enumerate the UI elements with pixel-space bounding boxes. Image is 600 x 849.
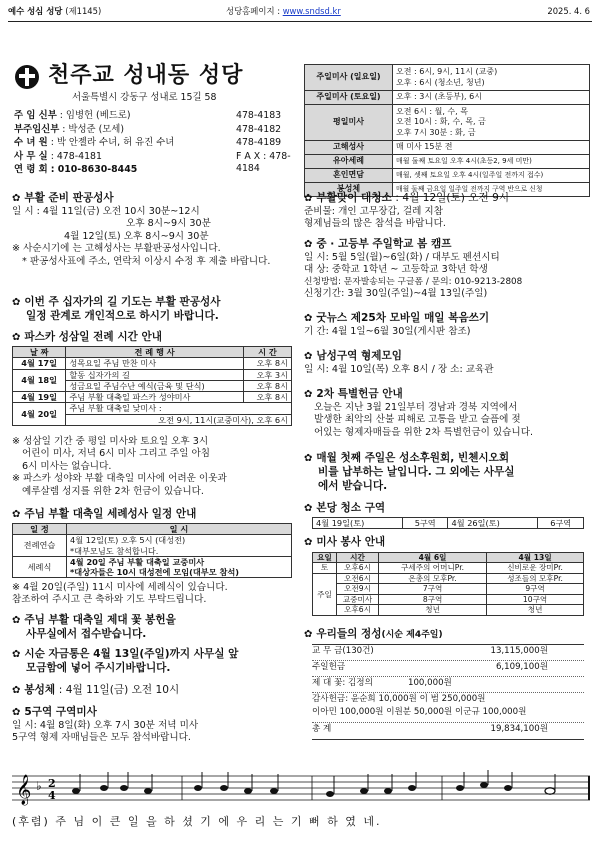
mass-service-table: 요일 시간 4월 6일 4월 13일 토 오후6시 구세주의 어머니Pr. 신비로운 장미Pr. 주일 오전6시 온총의 모후Pr. 성조들의 모후Pr. 오전9시 7구역 9구역 교중미사 8구역 10구역 오후6시 청년 청년	[312, 552, 584, 616]
section-lent-box: ✿ 시순 자금통은 4월 13일(주일)까지 사무실 앞 모금함에 넣어 주시기바랍니다.	[12, 648, 239, 674]
time-signature-top: 2	[48, 777, 56, 790]
flower-bullet-icon: ✿	[12, 685, 21, 696]
homepage-link[interactable]: www.sndsd.kr	[282, 6, 341, 16]
homepage-link-area: 성당홈페이지 : www.sndsd.kr	[226, 6, 341, 16]
bulletin-date: 2025. 4. 6	[547, 6, 590, 16]
section-district-mass: ✿ 5구역 구역미사 일 시: 4월 8일(화) 오후 7시 30분 저녁 미사 5구역 형제 자매님들은 모두 참석바랍니다.	[12, 706, 199, 744]
triduum-table: 날 짜 전 례 행 사 시 간 4월 17일 성목요일 주님 만찬 미사 오후 8시 4월 18일 할동 십자가의 길 오후 3시 성금요일 주님수난 예식(금육 및 단식) 오후 8시 4월 19일 주님 부활 대축일 파스카 성야미사 오후 8시 4월 20일 주님 부활 대축일 낮미사 : 오전 9시, 11시(교중미사), 오후 6시	[12, 346, 292, 426]
church-address: 서울특별시 강동구 성내로 15길 58	[72, 92, 217, 103]
church-name: 천주교 성내동 성당	[48, 63, 244, 88]
schedule-label: 평일미사	[305, 105, 393, 141]
church-cross-logo-icon	[14, 64, 40, 90]
contact-list	[14, 110, 294, 178]
flower-bullet-icon: ✿	[12, 193, 21, 204]
schedule-label: 주일미사 (토요일)	[305, 91, 393, 105]
section-way-of-cross: ✿ 이번 주 십자가의 길 기도는 부활 판공성사 일정 관계로 개인적으로 하시기 바랍니다.	[12, 296, 221, 322]
schedule-label: 고해성사	[305, 141, 393, 155]
section-altar-flowers: ✿ 주님 부활 대축일 제대 꽃 봉헌을 사무실에서 접수받습니다.	[12, 614, 176, 640]
flower-bullet-icon: ✿	[304, 351, 313, 362]
contact-row: 수 녀 원 : 박 안젤라 수녀, 허 유진 수녀 478-4189	[14, 137, 282, 149]
contact-row: 부주임신부 : 박성준 (모세) 478-4182	[14, 123, 282, 135]
flower-bullet-icon: ✿	[12, 649, 21, 660]
time-signature-bottom: 4	[48, 789, 56, 802]
section-offerings: ✿ 우리들의 정성(시순 제4주일)	[304, 628, 443, 640]
section-special-collection: ✿ 2차 특별헌금 안내 오늘은 지난 3월 21일부터 경남과 경북 지역에서 발생한 최악의 산불 피해로 고통을 받고 슬픔에 젖 어있는 형제자매들을 위한 2차 특별헌금이 있습니다.	[304, 388, 534, 438]
bulletin-title: 예수 성심 성당 (제1145)	[8, 6, 102, 16]
schedule-label: 봉성체	[305, 183, 393, 197]
flower-bullet-icon: ✿	[12, 297, 21, 308]
section-penance: ✿ 부활 준비 판공성사 일 시 : 4월 11일(금) 오전 10시 30분~12시 오후 8시~9시 30분 4월 12일(토) 오후 8시~9시 30분 ※ 사순시기에 는 고해성사는 부활판공성사입니다. * 판공성사표에 주소, 연락처 이상시 수정 후 제출 바랍니다.	[12, 192, 271, 267]
flower-bullet-icon: ✿	[12, 332, 21, 343]
section-gospel-writing: ✿ 굿뉴스 제25차 모바일 매일 복음쓰기 기 간: 4월 1일~6월 30일(게시판 참조)	[304, 312, 490, 337]
section-cleaning-zone: ✿ 본당 청소 구역	[304, 502, 386, 514]
flower-bullet-icon: ✿	[304, 453, 313, 464]
flower-bullet-icon: ✿	[304, 629, 313, 640]
music-notes	[72, 770, 555, 797]
schedule-label: 혼인면담	[305, 169, 393, 183]
flower-bullet-icon: ✿	[12, 509, 21, 520]
cleaning-zone-table: 4월 19일(토) 5구역 4월 26일(토) 6구역	[312, 517, 584, 529]
offerings-list: 교 무 금(130건) 13,115,000원 주일헌금 6,109,100원 제 대 꽃: 김정의 100,000원 감사헌금: 윤순희 10,000원 이 범 250,000원 이아민 100,000원 이원분 50,000원 이군규 100,000원 총 계 19,834,100원	[312, 644, 584, 740]
section-spring-camp: ✿ 중 · 고등부 주일학교 봄 캠프 일 시: 5월 5일(월)~6일(화) / 대부도 펜션시티 대 상: 중학교 1학년 ~ 고등학교 3학년 학생 신청방법: 문자발송되는 구글폼 / 문의: 010-9213-2808 신청기간: 3월 30일(주일)~4월 13일(주일)	[304, 238, 523, 300]
contact-row: 사 무 실 : 478-4181 F A X : 478-4184	[14, 150, 291, 174]
flat-icon: ♭	[36, 779, 42, 793]
mass-schedule-table: 주일미사 (일요일) 오전 : 6시, 9시, 11시 (교중) 오후 : 6시 (청소년, 청년) 주일미사 (토요일) 오후 : 3시 (초등부), 6시 평일미사 오전 6시 : 월, 수, 목 오전 10시 : 화, 수, 목, 금 오후 7시 30분 : 화, 금 고해성사 매 미사 15분 전 유아세례 매월 둘째 토요일 오후 4시(초등2, 9세 미만) 혼인면담 매월, 셋째 토요일 오후 4시(일주일 전까지 접수) 봉성체 매월 둘째 금요일 일주일 전까지 구역 반으로 신청	[304, 64, 590, 197]
section-cleaning: ✿ 부활맞이 대청소 : 4월 12일(토) 오전 9시 준비물: 개인 고무장갑, 걸레 지참 형제님들의 많은 참석을 바랍니다.	[304, 192, 510, 230]
section-baptism: ✿ 주님 부활 대축일 세례성사 일정 안내	[12, 508, 197, 520]
flower-bullet-icon: ✿	[304, 389, 313, 400]
flower-bullet-icon: ✿	[12, 707, 21, 718]
flower-bullet-icon: ✿	[304, 537, 313, 548]
section-mass-service: ✿ 미사 봉사 안내	[304, 536, 386, 548]
schedule-label: 주일미사 (일요일)	[305, 65, 393, 91]
flower-bullet-icon: ✿	[304, 239, 313, 250]
flower-bullet-icon: ✿	[304, 193, 313, 204]
section-triduum: ✿ 파스카 성삼일 전례 시간 안내	[12, 331, 162, 343]
baptism-notes: ※ 4월 20일(주일) 11시 미사에 세례식이 있습니다. 참조하여 주시고 큰 축하와 기도 부탁드립니다.	[12, 582, 228, 606]
baptism-table: 일 정 일 시 전례연습 4월 12일(토) 오후 5시 (대성전) *대부모님도 참석합니다. 세례식 4월 20일 주님 부활 대축일 교중미사 *대상자들은 10시 대성전에 모임(대부모 참석)	[12, 523, 292, 578]
bulletin-header	[8, 4, 592, 22]
flower-bullet-icon: ✿	[12, 615, 21, 626]
flower-bullet-icon: ✿	[304, 313, 313, 324]
hymn-lyrics: (후렴) 주 님 이 큰 일 을 하 셨 기 에 우 리 는 기 뻐 하 였 네.	[12, 815, 382, 828]
flower-bullet-icon: ✿	[304, 503, 313, 514]
section-dues: ✿ 매월 첫째 주일은 성소후원회, 빈첸시오회 비를 납부하는 날입니다. 그 외에는 사무실 에서 받습니다.	[304, 452, 515, 492]
treble-clef-icon: 𝄞	[16, 775, 32, 805]
schedule-label: 유아세례	[305, 155, 393, 169]
section-communion-sick: ✿ 봉성체 : 4월 11일(금) 오전 10시	[12, 684, 180, 696]
contact-row: 연 령 회 : 010-8630-8445	[14, 164, 138, 176]
section-mens-meeting: ✿ 남성구역 형제모임 일 시: 4월 10일(목) 오후 8시 / 장 소: 교육관	[304, 350, 494, 375]
contact-row: 주 임 신부 : 임병헌 (베드로) 478-4183	[14, 110, 282, 121]
triduum-notes: ※ 성삼일 기간 중 평일 미사와 토요일 오후 3시 어린이 미사, 저녁 6시 미사 그리고 주일 아침 6시 미사는 없습니다. ※ 파스카 성야와 부활 대축일 미사에 어려운 이웃과 예루살렘 성지를 위한 2차 헌금이 있습니다.	[12, 436, 227, 497]
